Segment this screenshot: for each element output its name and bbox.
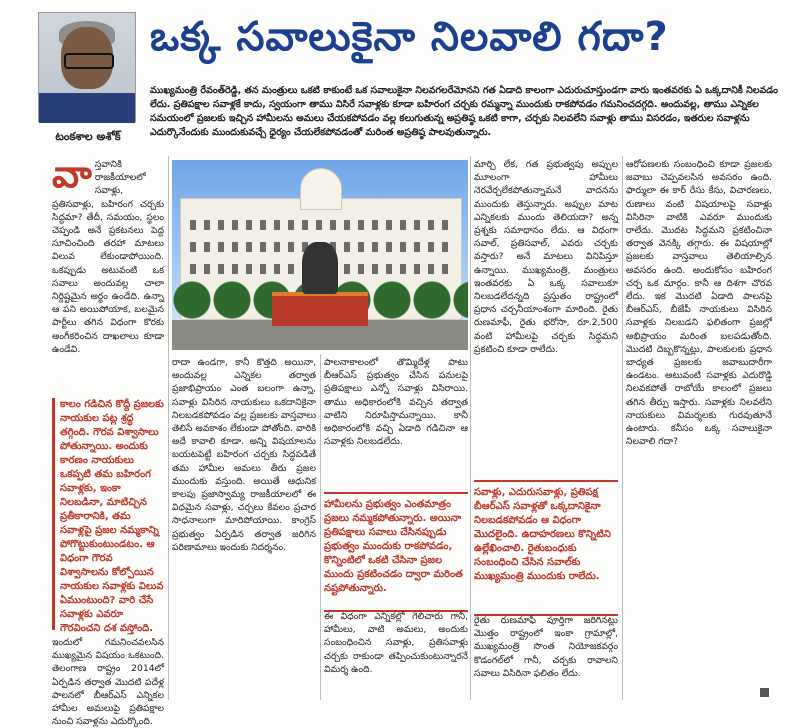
author-name: టంకశాల అశోక్ <box>55 130 121 143</box>
column-1-bottom-text: ఇందులో గమనించవలసిన ముఖ్యమైన విషయం ఒకటుంది. తెలంగాణ రాష్ట్రం 2014లో ఏర్పడిన తర్వాత మొదటి పదేళ్ల పాలనలో బీఆర్ఎస్ ఎన్నికల హామీల అమలుపై ప్రతిపక్షాల నుంచి సవాళ్లను ఎదుర్కొంది. <box>52 637 164 728</box>
headline: ఒక్క సవాలుకైనా నిలవాలి గదా? <box>150 14 669 60</box>
column-divider <box>470 156 471 700</box>
column-3-text: పాలనాకాలంలో తొమ్మిదేళ్ల పాటు బీఆర్ఎస్ ప్రభుత్వం చేసిన పనులపై ప్రతిపక్షాలు ఎన్నో సవాళ్లు విసిరాయి. తాము అధికారంలోకి వచ్చిన తర్వాత వాటిని నిరూపిస్తామన్నాయి. కానీ అధికారంలోకి వచ్చి ఏడాది గడిచినా ఆ సవాళ్లకు నిలబడలేదు. <box>324 357 468 448</box>
pull-quote-1 <box>52 398 164 634</box>
column-divider <box>320 354 321 700</box>
column-1-body <box>52 152 164 396</box>
assembly-building-photo <box>172 160 468 350</box>
pull-quote-3: సవాళ్లు, ఎదురుసవాళ్లు, ప్రతిపక్ష బీఆర్ఎస్ సవాళ్లతో ఒక్కదానికైనా నిలబడకపోవడం ఆ విధంగా మొదలైంది. ఉదాహరణలు కొన్నిటిని ఉల్లేఖించాలి. రైతుబంధుకు సంబంధించి చేసిన సవాల్‌కు ముఖ్యమంత్రి ముందుకు రాలేదు. <box>474 480 618 616</box>
lede-paragraph: ముఖ్యమంత్రి రేవంత్‌రెడ్డి, తన మంత్రులు ఒకటి కాకుంటే ఒక సవాలుకైనా నిలవగలరేమోనని గత ఏడాది కాలంగా ఎదురుచూస్తుండగా వారు ఇంతవరకు ఏ ఒక్కదానికీ నిలవడం లేదు. ప్రతిపక్షాల సవాళ్లకే కాదు, స్వయంగా తాము విసిరే సవాళ్లకు కూడా బహిరంగ చర్చకు రమ్మన్నా ముందుకు రాకపోవడం గమనించదగ్గది. అందువల్ల, తాము ఎన్నికల సమయంలో ప్రజలకు ఇచ్చిన హామీలను అమలు చేయకపోవడం వల్ల కలుగుతున్న అప్రతిష్ఠ ఒకటి కాగా, చర్చకు నిలవలేని సవాళ్లు తాము విసరడం, ఇతరుల సవాళ్లను ఎదుర్కొనేందుకు ముందుకువచ్చే ధైర్యం చేయలేకపోవడంతో మరింత అప్రతిష్ఠ పాలవుతున్నారు. <box>150 85 779 138</box>
author-photo <box>38 12 136 122</box>
article-end-mark <box>760 688 769 697</box>
column-4-text: మార్చి లేక, గత ప్రభుత్వపు అప్పుల మూలంగా హామీలు నెరవేర్చలేకపోతున్నామనే వాదనను ముందుకు తెస్తున్నారు. అప్పుల మాట ఎన్నికలకు ముందు తెలియదా? అన్న ప్రశ్నకు సమాధానం లేదు. ఆ విధంగా సవాల్, ప్రతిసవాల్, ఎవరు చర్చకు వస్తారు? అనే మాటలు వినిపిస్తూ ఉన్నాయి. ముఖ్యమంత్రి, మంత్రులు ఇంతవరకు ఏ ఒక్క సవాలుకూ నిలబడలేదన్నది ప్రస్తుతం రాష్ట్రంలో ప్రధాన చర్చనీయాంశంగా మారింది. రైతు రుణమాఫీ, రైతు భరోసా, రూ.2,500 వంటి హామీలపై చర్చకు సిద్ధమని ప్రకటించి కూడా రాలేదు. <box>474 159 618 355</box>
column-divider <box>622 156 623 700</box>
column-1-text: స్తవానికి రాజకీయాలలో సవాళ్లు, ప్రతిసవాళ్లు, బహిరంగ చర్చకు సిద్ధమా? తేదీ, సమయం, స్థలం చెప్పండి అనే ప్రకటనలు పెద్ద సూచించింది తరహా మాటలు విలువ లేకుండాపోయింది. ఒకప్పుడు అటువంటి ఒక సవాలు అందువల్ల చాలా నిర్దిష్టమైన అర్థం ఉండేది. ఉన్నా ఆ పని అయిపోయాక, బలమైన పార్టీలు తగిన విధంగా కొరకు అంగీకరించిన దాఖలాలు కూడా ఉండేవి. <box>52 159 164 355</box>
column-3-bottom-text: ఈ విధంగా ఎన్నికల్లో గెలిచారు గానీ, హామీలు, వాటి అమలు, అందుకు సంబంధించిన సవాళ్లు, ప్రతిసవాళ్లు చర్చకు రాకుండా తప్పించుకుంటున్నారనే విమర్శ ఉంది. <box>324 611 468 675</box>
pull-quote-2: హామీలను ప్రభుత్వం ఎంతమాత్రం ప్రజలు నమ్మకపోతున్నారు. అయినా ప్రతిపక్షాలు సవాలు చేసినప్పుడు ప్రభుత్వం ముందుకు రాకపోవడం, కొన్నింటిలో ఒకటి చేసినా ప్రజల ముందు ప్రకటించడం ద్వారా మరింత నష్టపోతున్నారు. <box>324 492 468 612</box>
column-2-text: రాదా ఉండగా, కానీ కొత్తది అయినా, అందువల్ల ఎన్నికల తర్వాత ప్రజాభిప్రాయం ఎంత బలంగా ఉన్నా, సవాళ్లు విసిరిన నాయకులు ఒకదానికైనా నిలబడకపోవడం వల్ల ప్రజలకు వాస్తవాలు తెలిసే అవకాశం లేకుండా పోతోంది. వారికి అదే కావాలి కూడా. అన్ని విషయాలను బయటపెట్టే బహిరంగ చర్చకు సిద్ధపడితే తమ హామీల అమలు తీరు ప్రజల ముందుకు వస్తుంది. అయితే ఆధునిక కాలపు ప్రజాస్వామ్య రాజకీయాలలో ఈ విధమైన సవాళ్లు, చర్చలు కేవలం ప్రచార సాధనాలుగా మారిపోయాయి. కాంగ్రెస్ ప్రభుత్వం ఏర్పడిన తర్వాత జరిగిన పరిణామాలు ఇందుకు నిదర్శనం. <box>172 357 316 553</box>
column-divider <box>168 156 169 700</box>
column-4-bottom-text: రైతు రుణమాఫీ పూర్తిగా జరిగినట్లు మొత్తం రాష్ట్రంలో ఇంకా గ్రామాల్లో, ముఖ్యమంత్రి సొంత నియోజకవర్గం కొడంగల్‌లో గానీ, చర్చకు రావాలని సవాలు విసిరినా ఫలితం లేదు. <box>474 615 618 679</box>
drop-cap: వా <box>52 152 92 196</box>
pull-quote-1-text: కాలం గడిచిన కొద్దీ ప్రజలకు నాయకుల పట్ల శ్రద్ధ తగ్గింది. గౌరవ విశ్వాసాలు పోతున్నాయి. అందుకు కారణం నాయకులు ఒకప్పటి తమ బహిరంగ సవాళ్లకు, ఇంకా నిలబడినా, మాటిచ్చిన ప్రతీకారానికి, తమ సవాళ్లపై ప్రజల నమ్మకాన్ని పోగొట్టుకుంటుండటం. ఆ విధంగా గౌరవ విశ్వాసాలను కోల్పోయిన నాయకుల సవాళ్లకు విలువ ఏముంటుంది? వారి చేసే సవాళ్లకు ఎవరూ గౌరవించని దశ వస్తోంది. <box>60 399 164 634</box>
article-header <box>0 0 800 150</box>
statue-figure <box>302 242 338 294</box>
column-5-text: ఆరోపణలకు సంబంధించి కూడా ప్రజలకు జవాబు చెప్పవలసిన అవసరం ఉంది. ఫార్ములా ఈ కార్ రేసు కేసు, విచారణలు, రుణాలు వంటి విషయాలపై సవాళ్లు విసిరినా వాటికి ఎవరూ ముందుకు రాలేదు. మొదట సిద్ధమని ప్రకటించినా తర్వాత వెనక్కి తగ్గారు. ఈ విషయాల్లో ప్రజలకు వాస్తవాలు తెలియాల్సిన అవసరం ఉంది. అందుకోసం బహిరంగ చర్చ ఒక మార్గం. కానీ ఆ దిశగా చొరవ లేదు. ఇక మొదటి ఏడాది పాలనపై బీఆర్ఎస్, బీజేపీ నాయకులు విసిరిన సవాళ్లకు నిలబడని ఫలితంగా ప్రజల్లో అభిప్రాయం మరింత బలపడుతోంది. మొదటి దెబ్బకొన్నట్లు, పాలకులకు ప్రధాన బాధ్యత ప్రజలకు జవాబుదారీగా ఉండటం. అటువంటి సవాళ్లకు ఎదురొడ్డి నిలవకపోతే రాబోయే కాలంలో ప్రజలు తగిన తీర్పు ఇస్తారు. సవాళ్లకు నిలవలేని నాయకులు విమర్శలకు గురవుతూనే ఉంటారు. కనీసం ఒక్క సవాలుకైనా నిలవాలి గదా? <box>626 159 772 448</box>
